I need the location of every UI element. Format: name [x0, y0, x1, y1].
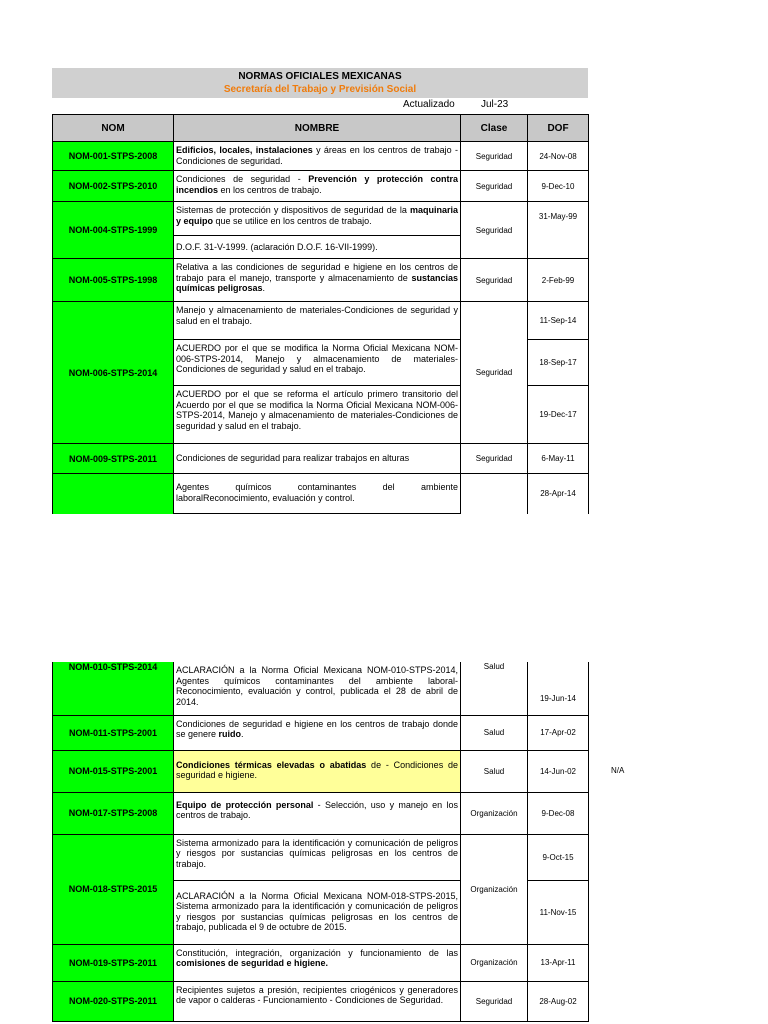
nom-dof: 14-Jun-02: [528, 750, 589, 792]
nom-class: Seguridad: [461, 171, 528, 202]
table-row: [53, 662, 589, 715]
table-row: [53, 750, 589, 792]
nom-name: Relativa a las condiciones de seguridad e higiene en los centros de trabajo para el manejo, transporte y almacenamiento de sustancias químicas peligrosas.: [174, 259, 461, 302]
nom-dof: 6-May-11: [528, 444, 589, 474]
nom-dof: 24-Nov-08: [528, 142, 589, 171]
nom-name: Condiciones de seguridad - Prevención y protección contra incendios en los centros de trabajo.: [174, 171, 461, 202]
document-title: NORMAS OFICIALES MEXICANAS: [238, 71, 402, 82]
nom-dof: 17-Apr-02: [528, 715, 589, 750]
nom-code-empty: [53, 474, 174, 514]
column-header-nom: NOM: [53, 115, 174, 142]
nom-class: Seguridad: [461, 302, 528, 444]
table-row: [53, 259, 589, 302]
nom-class: Seguridad: [461, 259, 528, 302]
nom-name: ACLARACIÓN a la Norma Oficial Mexicana NOM-018-STPS-2015, Sistema armonizado para la identificación y comunicación de peligros y riesgos por sustancias químicas peligrosas en los centros de trabajo, publicada el 9 de octubre de 2015.: [174, 880, 461, 944]
nom-code: NOM-020-STPS-2011: [53, 981, 174, 1021]
nom-name: Sistemas de protección y dispositivos de seguridad de la maquinaria y equipo que se utilice en los centros de trabajo.: [174, 202, 461, 236]
nom-name: Condiciones de seguridad e higiene en los centros de trabajo donde se genere ruido.: [174, 715, 461, 750]
nom-dof: 9-Dec-10: [528, 171, 589, 202]
nom-dof: 31-May-99: [528, 202, 589, 259]
nom-name: Condiciones de seguridad para realizar trabajos en alturas: [174, 444, 461, 474]
nom-code: NOM-002-STPS-2010: [53, 171, 174, 202]
nom-dof: 2-Feb-99: [528, 259, 589, 302]
nom-class: Salud: [461, 750, 528, 792]
nom-class: Organización: [461, 792, 528, 834]
nom-class: Organización: [461, 834, 528, 944]
nom-class: Seguridad: [461, 981, 528, 1021]
table-row: [53, 142, 589, 171]
table-row: [53, 302, 589, 340]
column-header-nombre: NOMBRE: [174, 115, 461, 142]
nom-code: NOM-005-STPS-1998: [53, 259, 174, 302]
nom-code: NOM-018-STPS-2015: [53, 834, 174, 944]
table-row: [53, 792, 589, 834]
table-row: [53, 715, 589, 750]
nom-dof: 19-Jun-14: [528, 662, 589, 715]
table-row: [53, 944, 589, 981]
nom-code: NOM-015-STPS-2001: [53, 750, 174, 792]
nom-class: Seguridad: [461, 444, 528, 474]
nom-name: D.O.F. 31-V-1999. (aclaración D.O.F. 16-VII-1999).: [174, 236, 461, 259]
table-row: [53, 444, 589, 474]
nom-name: Agentes químicos contaminantes del ambiente laboralReconocimiento, evaluación y control.: [174, 474, 461, 514]
nom-code: NOM-010-STPS-2014: [53, 662, 174, 715]
norms-table-bottom: [52, 662, 589, 1022]
nom-class: Organización: [461, 944, 528, 981]
updated-label: Actualizado: [403, 99, 455, 110]
table-row: [53, 171, 589, 202]
nom-code: NOM-001-STPS-2008: [53, 142, 174, 171]
nom-name: Condiciones térmicas elevadas o abatidas de - Condiciones de seguridad e higiene.: [174, 750, 461, 792]
nom-code: NOM-006-STPS-2014: [53, 302, 174, 444]
document-subtitle: Secretaría del Trabajo y Previsión Social: [223, 84, 417, 95]
note-na: N/A: [611, 766, 625, 775]
nom-name: Edificios, locales, instalaciones y áreas en los centros de trabajo - Condiciones de seguridad.: [174, 142, 461, 171]
nom-name: ACUERDO por el que se reforma el artículo primero transitorio del Acuerdo por el que se modifica la Norma Oficial Mexicana NOM-006-STPS-2014, Manejo y almacenamiento de materiales-Condiciones de seguridad y salud en el trabajo.: [174, 386, 461, 444]
nom-name: Constitución, integración, organización y funcionamiento de las comisiones de seguridad e higiene.: [174, 944, 461, 981]
table-header-row: [53, 115, 589, 142]
nom-class-empty: [461, 474, 528, 514]
nom-name: ACUERDO por el que se modifica la Norma Oficial Mexicana NOM-006-STPS-2014, Manejo y almacenamiento de materiales-Condiciones de seguridad y salud en el trabajo.: [174, 340, 461, 386]
nom-class: Seguridad: [461, 202, 528, 259]
nom-name: Sistema armonizado para la identificación y comunicación de peligros y riesgos por sustancias químicas peligrosas en los centros de trabajo.: [174, 834, 461, 880]
nom-code: NOM-004-STPS-1999: [53, 202, 174, 259]
table-row: [53, 474, 589, 514]
table-row: [53, 981, 589, 1021]
nom-dof: 28-Aug-02: [528, 981, 589, 1021]
column-header-clase: Clase: [461, 115, 528, 142]
updated-value: Jul-23: [481, 99, 509, 110]
nom-dof: 9-Dec-08: [528, 792, 589, 834]
nom-name: Manejo y almacenamiento de materiales-Condiciones de seguridad y salud en el trabajo.: [174, 302, 461, 340]
nom-code: NOM-019-STPS-2011: [53, 944, 174, 981]
nom-dof: 11-Sep-14: [528, 302, 589, 340]
nom-class: Seguridad: [461, 142, 528, 171]
nom-dof: 13-Apr-11: [528, 944, 589, 981]
table-row: [53, 834, 589, 880]
document-header: [52, 68, 588, 98]
nom-name: Recipientes sujetos a presión, recipientes criogénicos y generadores de vapor o calderas - Funcionamiento - Condiciones de Seguridad.: [174, 981, 461, 1021]
nom-name: Equipo de protección personal - Selección, uso y manejo en los centros de trabajo.: [174, 792, 461, 834]
nom-code: NOM-009-STPS-2011: [53, 444, 174, 474]
nom-code: NOM-017-STPS-2008: [53, 792, 174, 834]
table-row: [53, 202, 589, 236]
nom-dof: 28-Apr-14: [528, 474, 589, 514]
column-header-dof: DOF: [528, 115, 589, 142]
nom-dof: 18-Sep-17: [528, 340, 589, 386]
nom-dof: 11-Nov-15: [528, 880, 589, 944]
norms-table-top: [52, 114, 589, 514]
nom-class: Salud: [461, 662, 528, 715]
nom-class: Salud: [461, 715, 528, 750]
nom-dof: 9-Oct-15: [528, 834, 589, 880]
nom-code: NOM-011-STPS-2001: [53, 715, 174, 750]
nom-name: ACLARACIÓN a la Norma Oficial Mexicana NOM-010-STPS-2014, Agentes químicos contaminantes del ambiente laboral-Reconocimiento, evaluación y control, publicada el 28 de abril de 2014.: [174, 662, 461, 715]
nom-dof: 19-Dec-17: [528, 386, 589, 444]
